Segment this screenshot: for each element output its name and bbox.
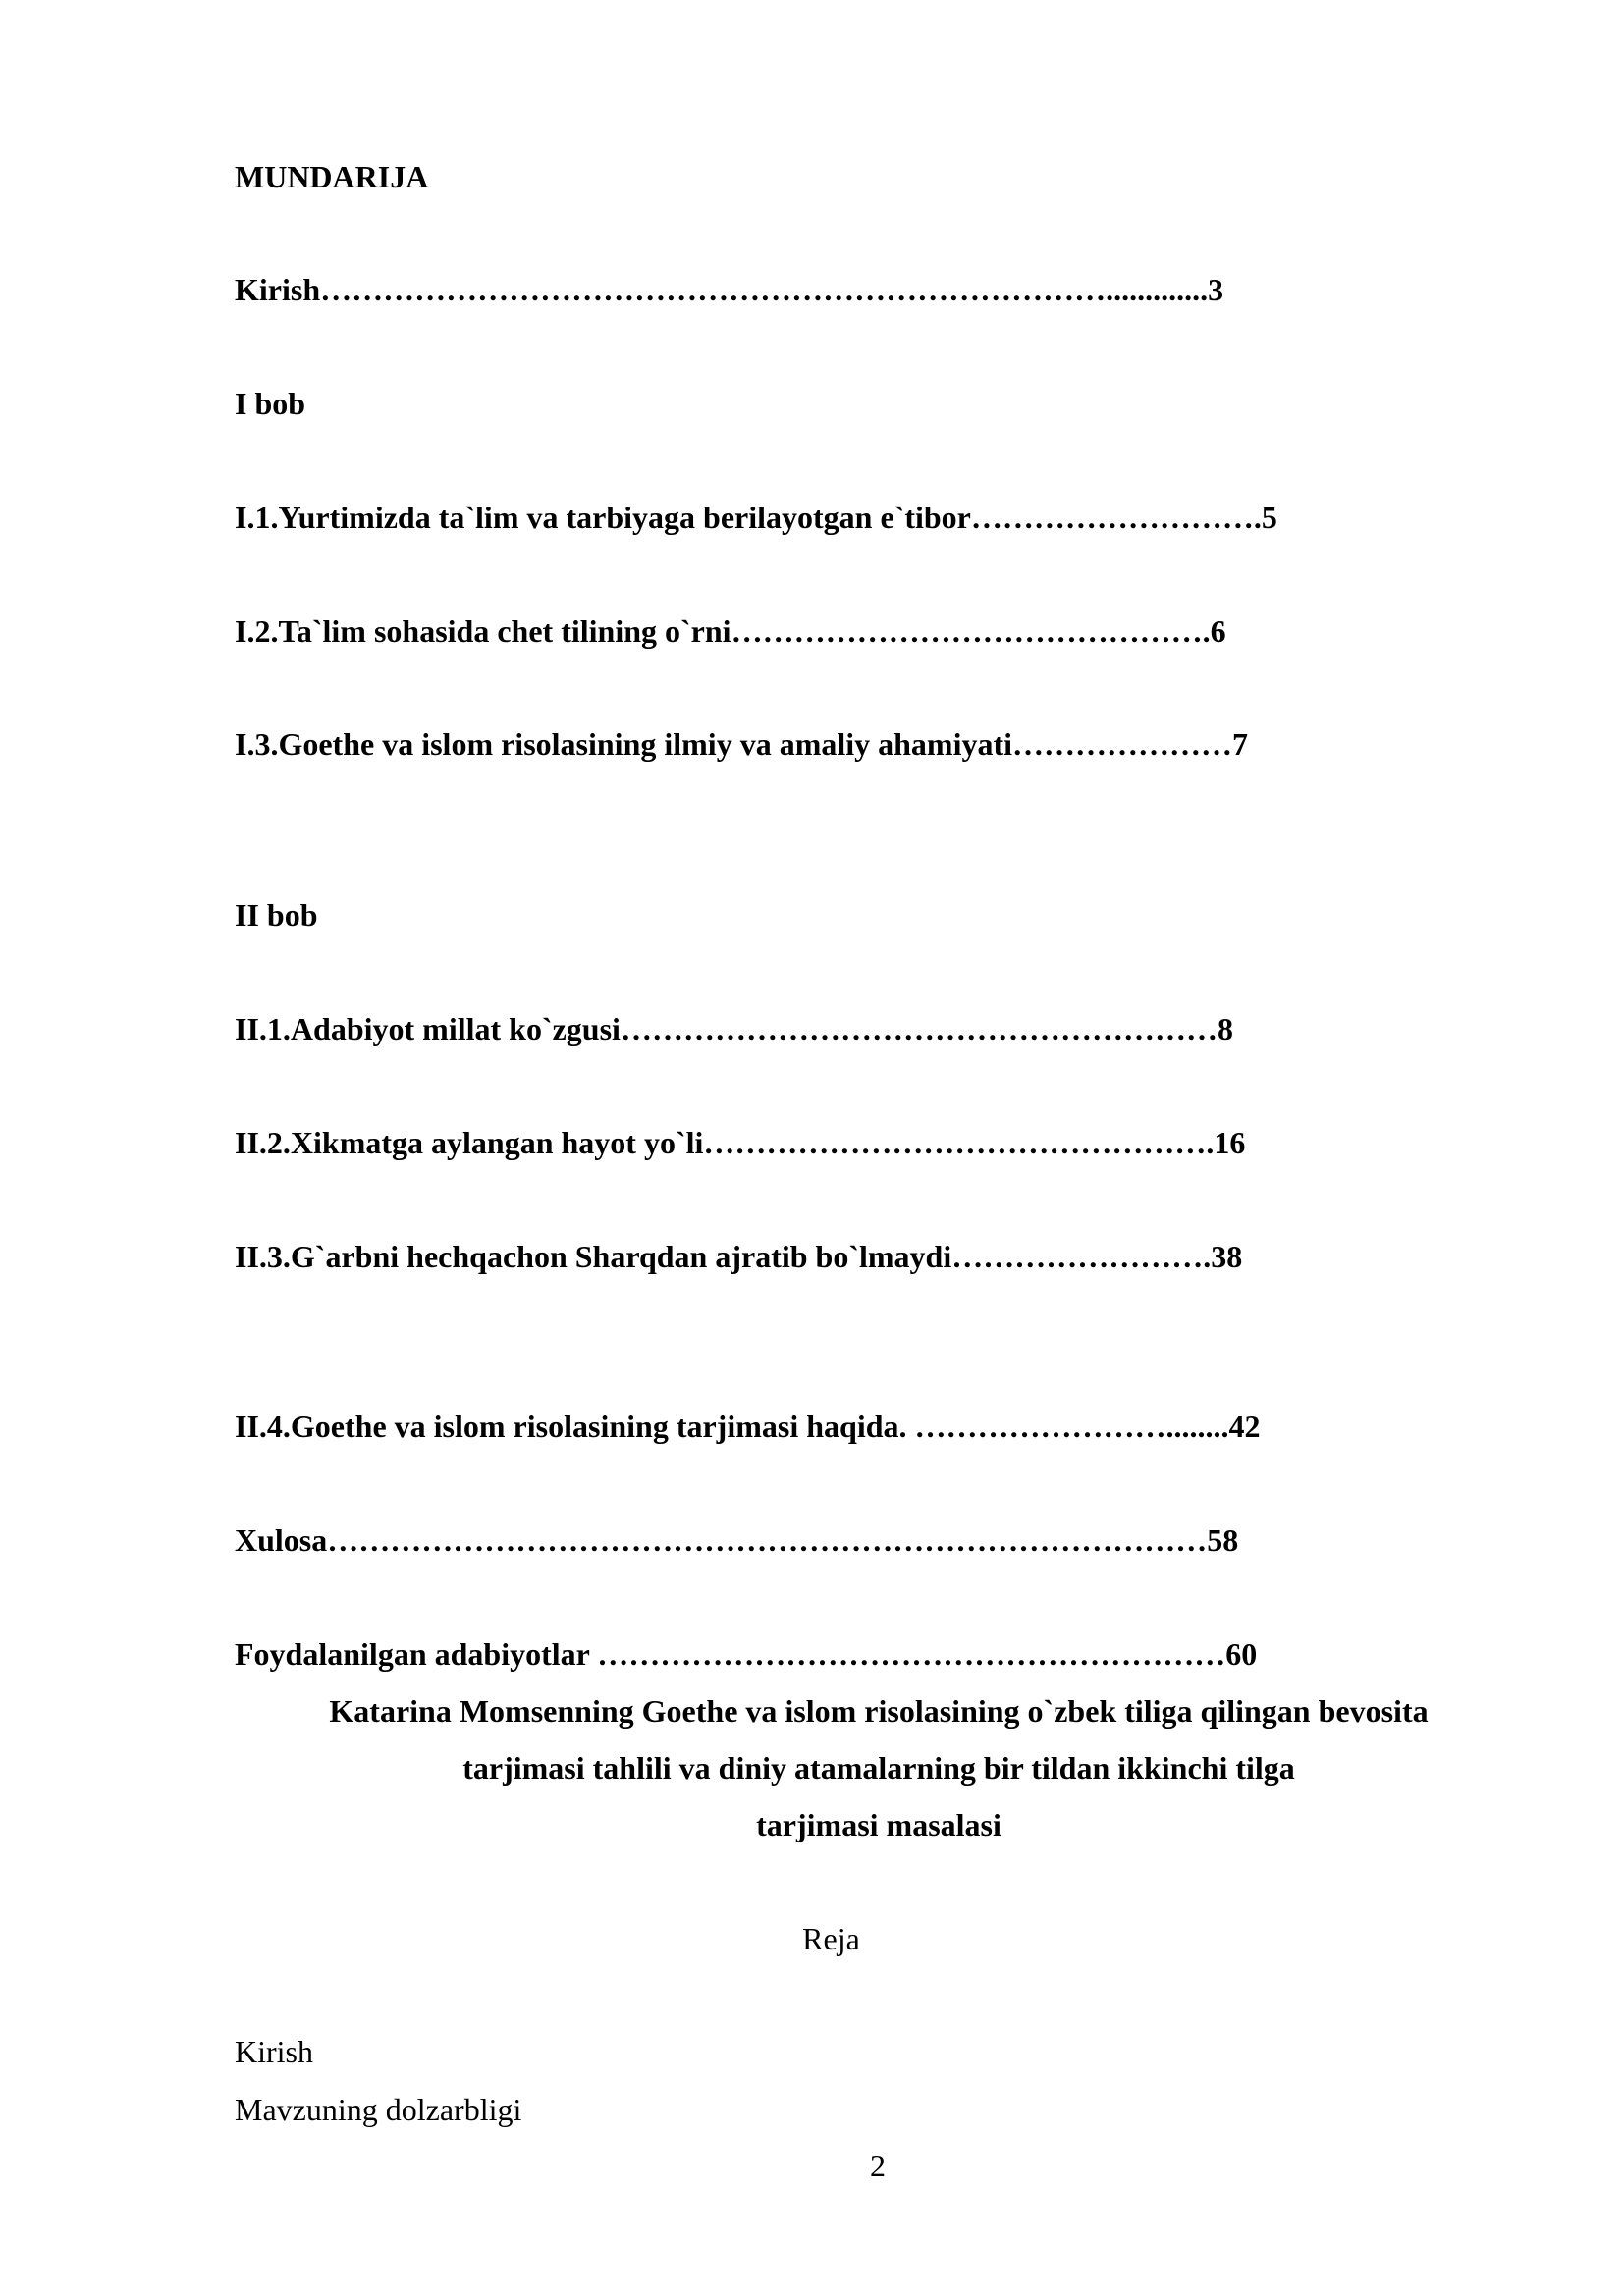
toc-chapter-2-heading: II bob: [235, 897, 318, 933]
document-title-line-1: Katarina Momsenning Goethe va islom risolasining o`zbek tiliga qilingan bevosita: [329, 1693, 1429, 1729]
toc-entry-2-3: II.3.G`arbni hechqachon Sharqdan ajratib bo`lmaydi…………………….38: [235, 1239, 1243, 1274]
toc-entry-kirish: Kirish………………………………………………………………….............3: [235, 272, 1224, 307]
toc-entry-1-2: I.2.Ta`lim sohasida chet tilining o`rni……………………………………….6: [235, 614, 1226, 649]
document-title: [245, 1682, 1512, 1853]
toc-entry-bibliography: Foydalanilgan adabiyotlar ……………………………………………………60: [235, 1636, 1258, 1672]
plan-item-relevance: Mavzuning dolzarbligi: [235, 2092, 522, 2127]
toc-entry-2-4: II.4.Goethe va islom risolasining tarjimasi haqida. ……………………........42: [235, 1409, 1261, 1444]
toc-heading: MUNDARIJA: [235, 159, 429, 194]
document-title-line-3: tarjimasi masalasi: [756, 1807, 1001, 1842]
toc-entry-2-1: II.1.Adabiyot millat ko`zgusi…………………………………………………8: [235, 1011, 1233, 1046]
toc-entry-2-2: II.2.Xikmatga aylangan hayot yo`li………………………………………….16: [235, 1125, 1246, 1160]
toc-entry-1-3: I.3.Goethe va islom risolasining ilmiy va amaliy ahamiyati…………………7: [235, 726, 1249, 762]
toc-entry-1-1: I.1.Yurtimizda ta`lim va tarbiyaga berilayotgan e`tibor……………………….5: [235, 500, 1277, 535]
toc-entry-xulosa: Xulosa…………………………………………………………………………58: [235, 1522, 1239, 1558]
page-number: 2: [870, 2148, 886, 2183]
toc-chapter-1-heading: I bob: [235, 386, 306, 421]
plan-heading: Reja: [802, 1921, 860, 1956]
plan-item-kirish: Kirish: [235, 2034, 313, 2069]
document-title-line-2: tarjimasi tahlili va diniy atamalarning bir tildan ikkinchi tilga: [462, 1750, 1295, 1786]
